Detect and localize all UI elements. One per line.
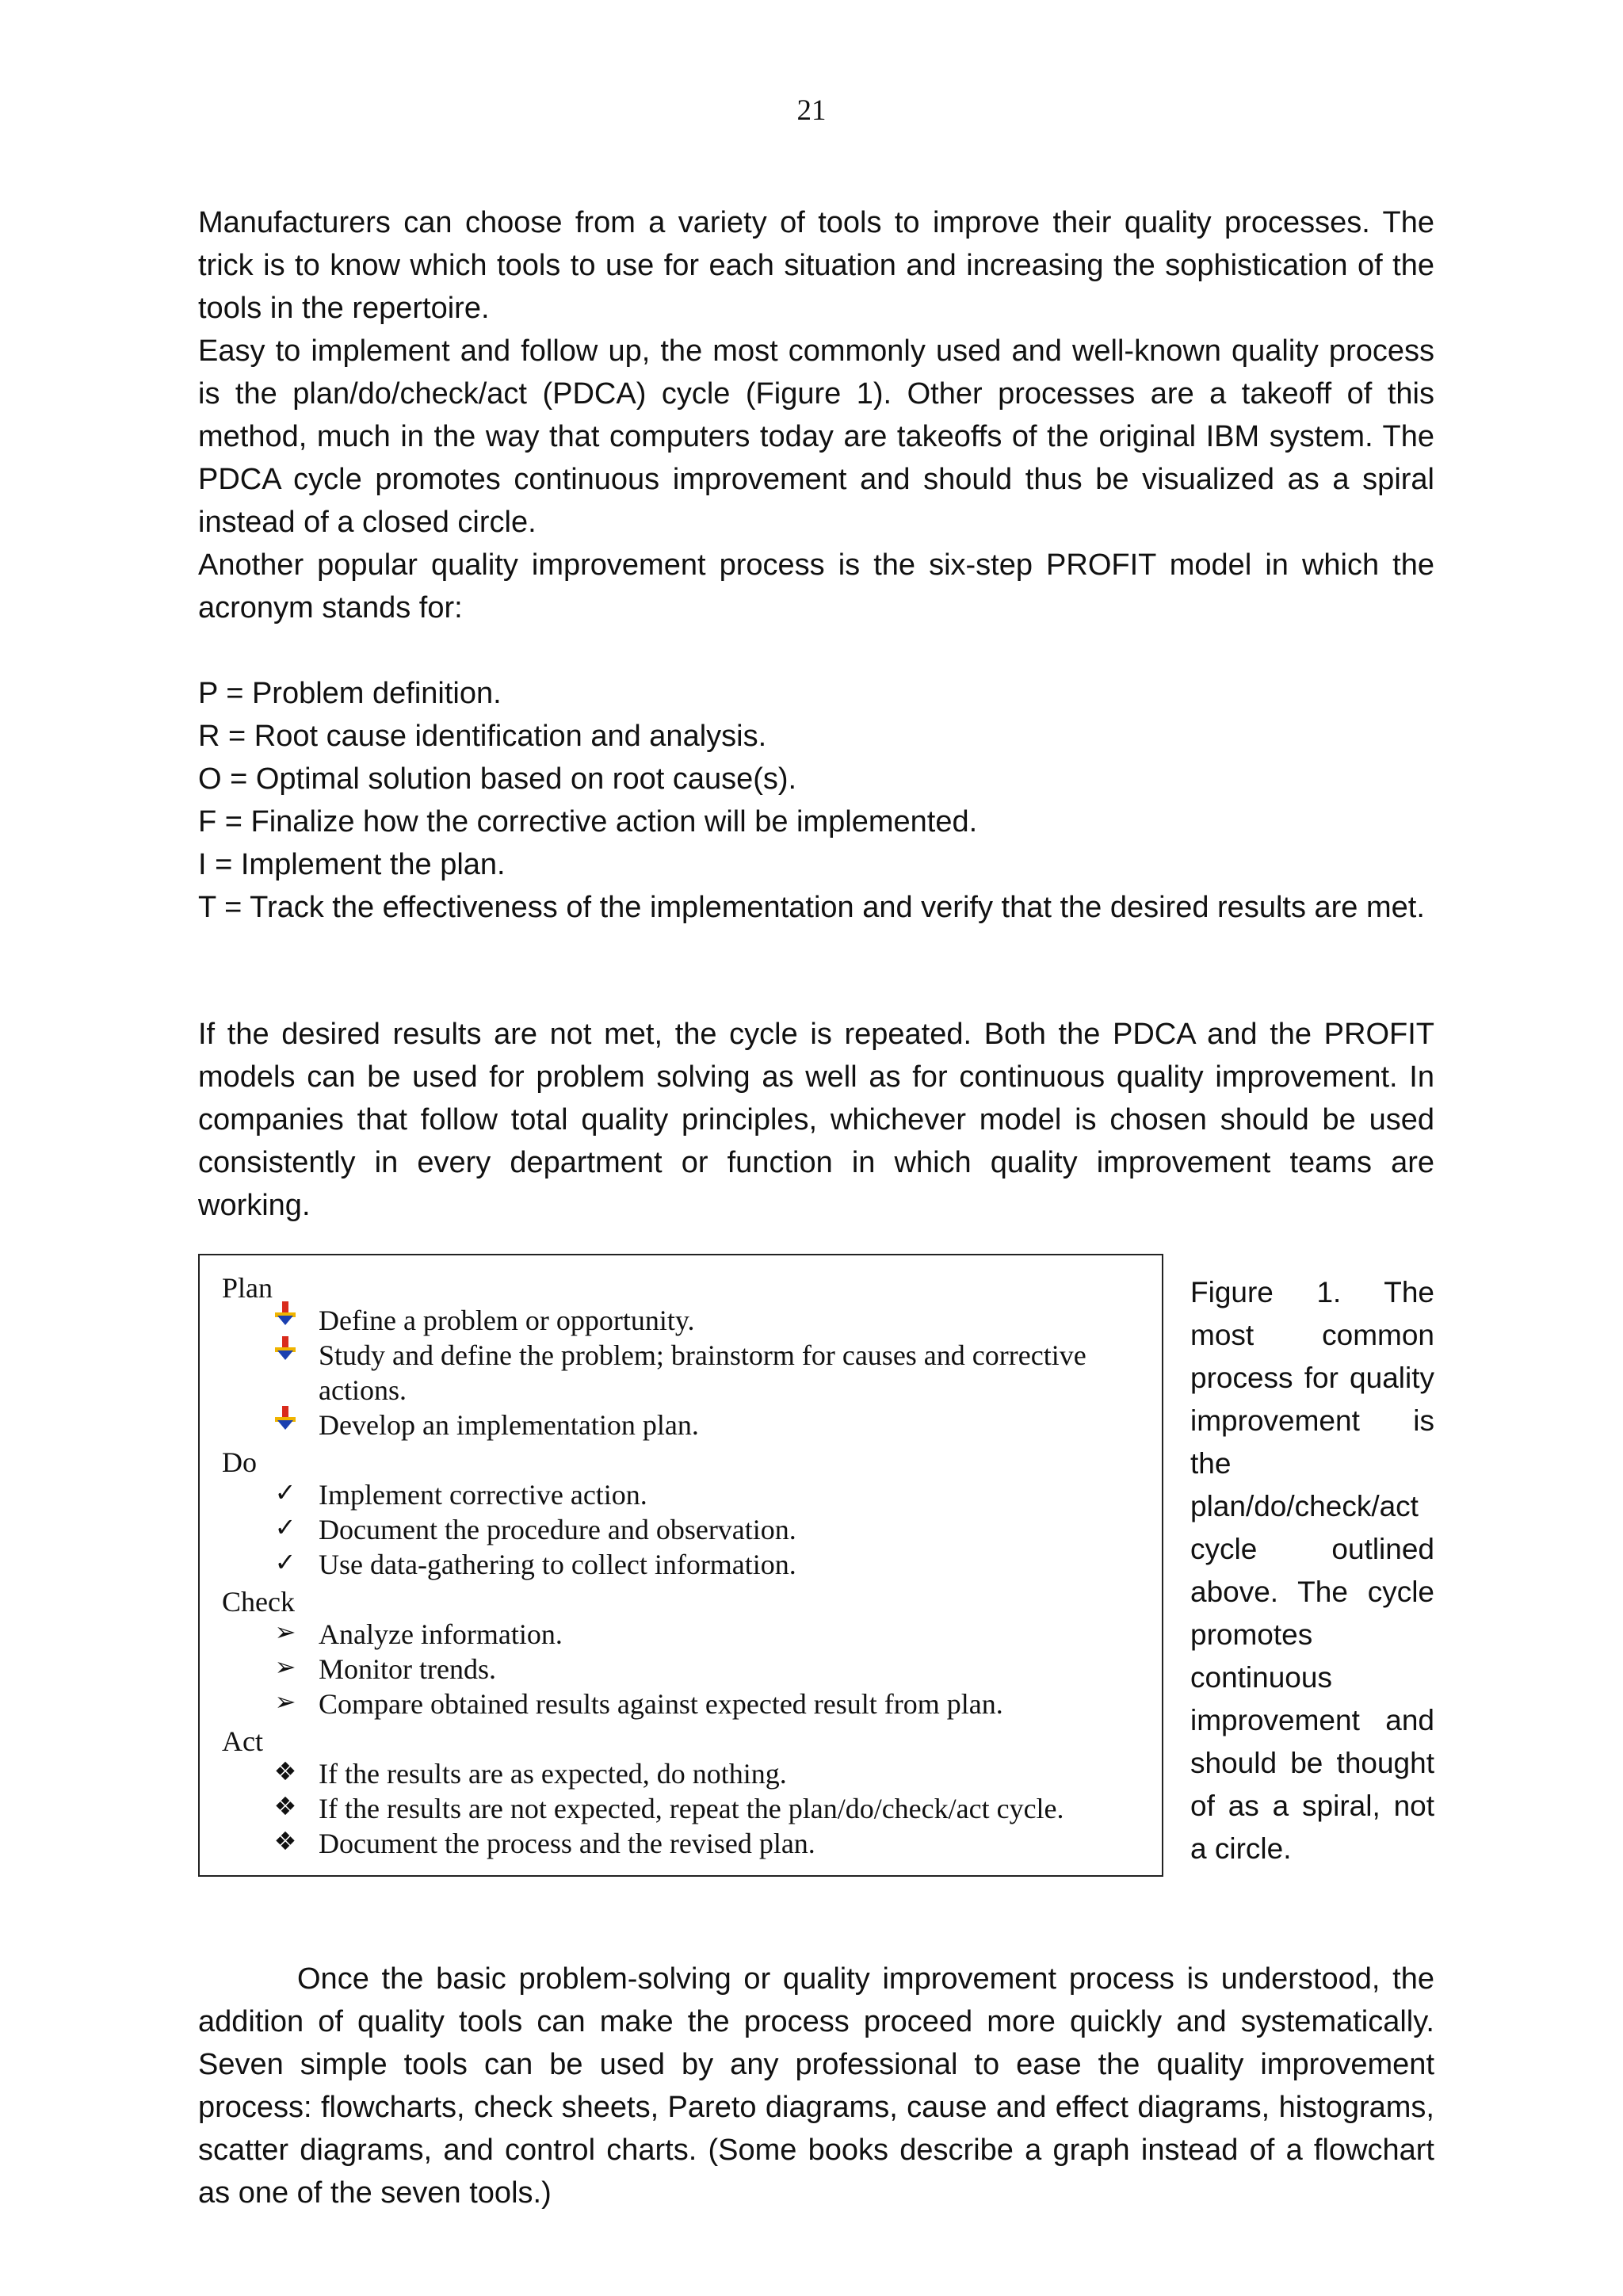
pdca-paragraph: Easy to implement and follow up, the most commonly used and well-known quality process is the plan/do/check/act (PDCA) cycle (Figure 1). Other processes are a takeoff of this method, much in the way that computers today are takeoffs of the original IBM system. The PDCA cycle promotes continuous improvement and should thus be visualized as a spiral instead of a closed circle. [198, 334, 1434, 539]
profit-item-i: I = Implement the plan. [198, 848, 506, 881]
act-step-2: If the results are not expected, repeat the plan/do/check/act cycle. [319, 1793, 1064, 1824]
do-step-2: Document the procedure and observation. [319, 1514, 796, 1545]
colored-down-arrow-icon [269, 1301, 301, 1331]
act-step-1: If the results are as expected, do nothing. [319, 1758, 787, 1790]
arrowhead-bullet-icon: ➢ [274, 1687, 296, 1717]
profit-item-r: R = Root cause identification and analysis. [198, 720, 767, 753]
profit-intro-paragraph: Another popular quality improvement process is the six-step PROFIT model in which the acronym stands for: [198, 548, 1434, 625]
profit-item-t: T = Track the effectiveness of the implementation and verify that the desired results are met. [198, 891, 1425, 924]
act-step-3: Document the process and the revised plan. [319, 1828, 815, 1859]
arrowhead-bullet-icon: ➢ [274, 1617, 296, 1647]
check-label: Check [222, 1586, 295, 1618]
profit-list [198, 672, 1466, 929]
check-step-2: Monitor trends. [319, 1653, 496, 1685]
four-diamond-bullet-icon: ❖ [273, 1791, 297, 1821]
check-step-3: Compare obtained results against expected result from plan. [319, 1688, 1003, 1720]
arrowhead-bullet-icon: ➢ [274, 1652, 296, 1682]
profit-item-f: F = Finalize how the corrective action will be implemented. [198, 805, 978, 839]
profit-item-o: O = Optimal solution based on root cause(s). [198, 762, 797, 796]
do-step-1: Implement corrective action. [319, 1479, 647, 1511]
plan-step-3: Develop an implementation plan. [319, 1409, 699, 1441]
plan-label: Plan [222, 1272, 273, 1304]
colored-down-arrow-icon [269, 1336, 301, 1366]
quality-tools-paragraph: Once the basic problem-solving or quality improvement process is understood, the addition of quality tools can make the process proceed more quickly and systematically. Seven simple tools can be used by any professional to ease the quality improvement process: flowcharts, check sheets, Pareto diagrams, cause and effect diagrams, histograms, scatter diagrams, and control charts. (Some books describe a graph instead of a flowchart as one of the seven tools.) [198, 1962, 1434, 2210]
plan-step-2: Study and define the problem; brainstorm for causes and corrective actions. [319, 1339, 1086, 1406]
four-diamond-bullet-icon: ❖ [273, 1756, 297, 1786]
intro-paragraph: Manufacturers can choose from a variety of tools to improve their quality processes. The trick is to know which tools to use for each situation and increasing the sophistication of the tools in the repertoire. [198, 206, 1434, 325]
repeat-cycle-paragraph: If the desired results are not met, the cycle is repeated. Both the PDCA and the PROFIT models can be used for problem solving as well as for continuous quality improvement. In companies that follow total quality principles, whichever model is chosen should be used consistently in every department or function in which quality improvement teams are working. [198, 1018, 1434, 1222]
four-diamond-bullet-icon: ❖ [273, 1826, 297, 1856]
figure-caption: Figure 1. The most common process for quality improvement is the plan/do/check/act cycle outlined above. The cycle promotes continuous improvement and should be thought of as a spiral, not a circle. [1190, 1276, 1434, 1865]
check-step-1: Analyze information. [319, 1618, 563, 1650]
checkmark-icon: ✓ [274, 1477, 296, 1507]
checkmark-icon: ✓ [274, 1547, 296, 1577]
do-label: Do [222, 1446, 257, 1478]
colored-down-arrow-icon [269, 1406, 301, 1436]
pdca-figure-box [198, 1254, 1163, 1877]
checkmark-icon: ✓ [274, 1512, 296, 1542]
act-label: Act [222, 1725, 263, 1757]
profit-item-p: P = Problem definition. [198, 677, 502, 710]
page-number: 21 [796, 94, 827, 127]
do-step-3: Use data-gathering to collect information. [319, 1549, 796, 1580]
plan-step-1: Define a problem or opportunity. [319, 1305, 695, 1336]
